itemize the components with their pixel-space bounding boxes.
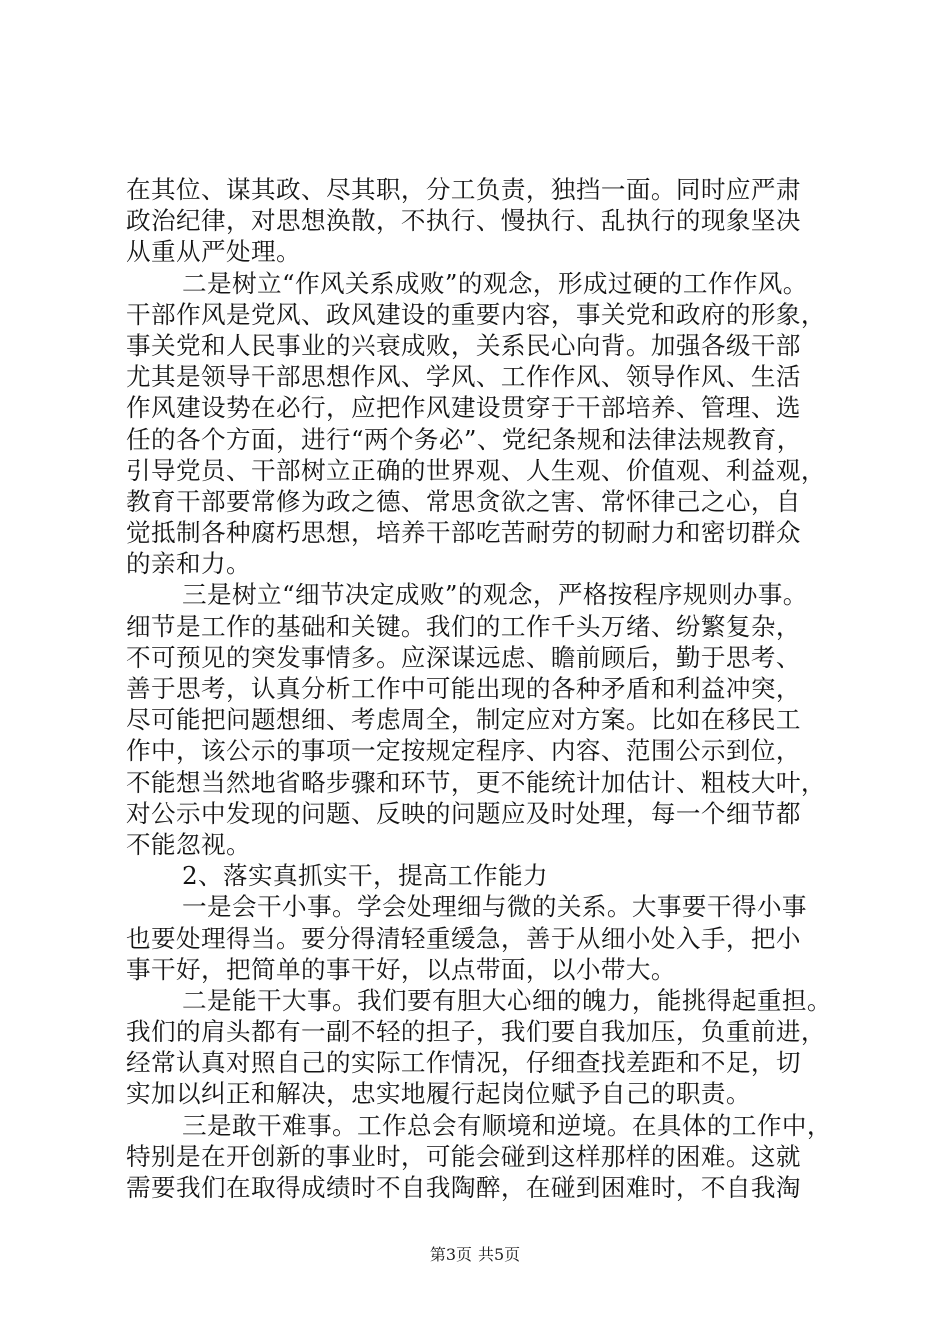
text-line: 觉抵制各种腐朽思想，培养干部吃苦耐劳的韧耐力和密切群众 — [126, 518, 801, 548]
paragraph-start-line: 二是能干大事。我们要有胆大心细的魄力，能挑得起重担。 — [182, 985, 832, 1015]
text-line: 教育干部要常修为政之德、常思贪欲之害、常怀律己之心，自 — [126, 486, 801, 516]
text-line: 不能想当然地省略步骤和环节，更不能统计加估计、粗枝大叶， — [126, 767, 826, 797]
text-line: 政治纪律，对思想涣散，不执行、慢执行、乱执行的现象坚决 — [126, 206, 801, 236]
paragraph-start-line: 三是敢干难事。工作总会有顺境和逆境。在具体的工作中， — [182, 1110, 832, 1140]
text-line: 尤其是领导干部思想作风、学风、工作作风、领导作风、生活 — [126, 362, 801, 392]
text-line: 事干好，把简单的事干好，以点带面，以小带大。 — [126, 954, 676, 984]
text-line: 任的各个方面，进行“两个务必”、党纪条规和法律法规教育， — [126, 424, 802, 454]
text-line: 不可预见的突发事情多。应深谋远虑、瞻前顾后，勤于思考、 — [126, 642, 801, 672]
text-line: 也要处理得当。要分得清轻重缓急，善于从细小处入手，把小 — [126, 923, 801, 953]
text-line: 的亲和力。 — [126, 549, 251, 579]
text-line: 从重从严处理。 — [126, 237, 301, 267]
document-body — [126, 174, 846, 1203]
text-line: 实加以纠正和解决，忠实地履行起岗位赋予自己的职责。 — [126, 1079, 751, 1109]
section-heading: 2、落实真抓实干，提高工作能力 — [182, 861, 548, 891]
text-line: 尽可能把问题想细、考虑周全，制定应对方案。比如在移民工 — [126, 705, 801, 735]
text-line: 干部作风是党风、政风建设的重要内容，事关党和政府的形象， — [126, 299, 826, 329]
text-line: 特别是在开创新的事业时，可能会碰到这样那样的困难。这就 — [126, 1141, 801, 1171]
page-number-current: 第3页 — [429, 1245, 472, 1264]
text-line: 我们的肩头都有一副不轻的担子，我们要自我加压，负重前进， — [126, 1017, 826, 1047]
paragraph-start-line: 二是树立“作风关系成败”的观念，形成过硬的工作作风。 — [182, 268, 808, 298]
text-line: 细节是工作的基础和关键。我们的工作千头万绪、纷繁复杂， — [126, 611, 801, 641]
text-line: 不能忽视。 — [126, 829, 251, 859]
paragraph-start-line: 一是会干小事。学会处理细与微的关系。大事要干得小事 — [182, 892, 807, 922]
page-footer — [0, 1242, 950, 1265]
text-line: 引导党员、干部树立正确的世界观、人生观、价值观、利益观， — [126, 455, 826, 485]
text-line: 事关党和人民事业的兴衰成败，关系民心向背。加强各级干部 — [126, 330, 801, 360]
page-number-total: 共5页 — [478, 1245, 521, 1264]
text-line: 对公示中发现的问题、反映的问题应及时处理，每一个细节都 — [126, 798, 801, 828]
text-line: 作中，该公示的事项一定按规定程序、内容、范围公示到位， — [126, 736, 801, 766]
text-line: 需要我们在取得成绩时不自我陶醉，在碰到困难时，不自我淘 — [126, 1173, 801, 1202]
text-line: 作风建设势在必行，应把作风建设贯穿于干部培养、管理、选 — [126, 393, 801, 423]
paragraph-start-line: 三是树立“细节决定成败”的观念，严格按程序规则办事。 — [182, 580, 808, 610]
text-line: 经常认真对照自己的实际工作情况，仔细查找差距和不足，切 — [126, 1048, 801, 1078]
text-line: 善于思考，认真分析工作中可能出现的各种矛盾和利益冲突， — [126, 674, 801, 703]
text-line: 在其位、谋其政、尽其职，分工负责，独挡一面。同时应严肃 — [126, 175, 801, 204]
